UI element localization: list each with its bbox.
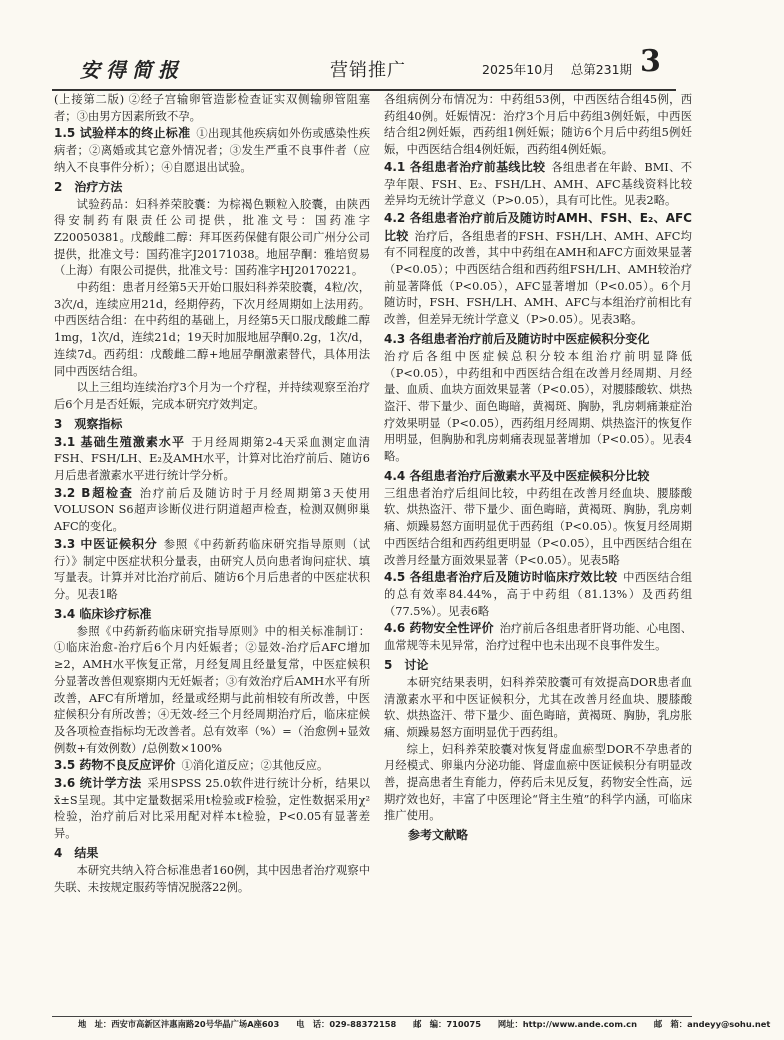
paragraph-text: 中西医结合组的总有效率84.44%，高于中药组（81.13%）及西药组（77.5%）。见表6略 bbox=[384, 571, 692, 618]
footer-website: 网址：http://www.ande.com.cn bbox=[497, 1019, 638, 1029]
left-column bbox=[54, 92, 370, 896]
paragraph: 三组患者治疗后组间比较，中药组在改善月经血块、腰膝酸软、烘热盗汗、带下量少、面色晦暗，黄褐斑、胸胁，乳房刺痛、烦躁易怒方面明显优于西药组（P<0.05）。恢复月经周期中西医结合组和西药组更明显（P<0.05），且中西医结合组在改善月经量方面效果显著（P<0.05）。见表5略 bbox=[384, 486, 692, 567]
paragraph: 本研究共纳入符合标准患者160例，其中因患者治疗观察中失联、未按规定服药等情况脱落22例。 bbox=[54, 863, 370, 894]
paragraph: 试验药品：妇科养荣胶囊：为棕褐色颗粒入胶囊，由陕西得安制药有限责任公司提供，批准文号：国药准字Z20050381。戊酸雌二醇：拜耳医药保健有限公司广州分公司提供，批准文号：国药准字J20171038。地屈孕酮：雅培贸易（上海）有限公司提供，批准文号：国药准字HJ20170221。 bbox=[54, 197, 370, 278]
paragraph: (上接第二版) ②经子宫输卵管造影检查证实双侧输卵管阻塞者；③由男方因素所致不孕。 bbox=[54, 93, 370, 123]
paragraph bbox=[54, 757, 370, 775]
paragraph-text: ①消化道反应；②其他反应。 bbox=[181, 759, 329, 773]
issue-number: 总第231期 bbox=[570, 62, 633, 77]
paragraph-text: 各组患者在年龄、BMI、不孕年限、FSH、E₂、FSH/LH、AMH、AFC基线资料比较差异均无统计学意义（P>0.05），具有可比性。见表2略。 bbox=[384, 160, 693, 208]
paragraph bbox=[384, 159, 692, 210]
subheading: 3.4 临床诊疗标准 bbox=[54, 606, 152, 621]
subheading: 4.1 各组患者治疗前基线比较 bbox=[384, 159, 546, 174]
paragraph: 治疗后各组中医症候总积分较本组治疗前明显降低（P<0.05），中药组和中西医结合组在改善月经周期、月经量、血质、血块方面效果显著（P<0.05），对腰膝酸软、烘热盗汗、带下量少、面色晦暗，黄褐斑、胸胁，乳房刺痛兼症治疗效果明显（P<0.05），西药组月经周期、烘热盗汗的恢复作用明显，但胸胁和乳房刺痛表现显著增加（P<0.05）。见表4略。 bbox=[384, 349, 692, 464]
paragraph: 以上三组均连续治疗3个月为一个疗程，并持续观察至治疗后6个月是否妊娠，完成本研究疗效判定。 bbox=[54, 381, 370, 411]
page-footer bbox=[78, 1018, 771, 1030]
paragraph bbox=[384, 569, 692, 620]
section-heading: 4 结果 bbox=[54, 845, 99, 860]
subheading: 1.5 试验样本的终止标准 bbox=[54, 126, 191, 141]
paragraph bbox=[54, 775, 370, 843]
paragraph-text: 治疗前后及随访时于月经周期第3天使用VOLUSON S6超声诊断仪进行阴道超声检查，检测双侧卵巢AFC的变化。 bbox=[54, 486, 370, 534]
paragraph-text: 治疗后，各组患者的FSH、FSH/LH、AMH、AFC均有不同程度的改善，其中中药组在AMH和AFC方面效果显著（P<0.05）；中西医结合组和西药组FSH/LH、AMH较治疗前显著降低（P<0.05），AFC显著增加（P<0.05）。6个月随访时，FSH、FSH/LH、AMH、AFC与本组治疗前相比有改善，但差异无统计学意义（P>0.05）。见表3略。 bbox=[384, 229, 692, 327]
section-title: 营销推广 bbox=[330, 60, 406, 81]
header-rule bbox=[52, 89, 676, 91]
subheading: 4.5 各组患者治疗后及随访时临床疗效比较 bbox=[384, 570, 618, 585]
paragraph: 参照《中药新药临床研究指导原则》中的相关标准制订：①临床治愈-治疗后6个月内妊娠者；②显效-治疗后AFC增加≥2，AMH水平恢复正常，月经复周且经量复常，中医症候积分显著改善但观察期内无妊娠者；③有效治疗后AMH水平有所改善，AFC有所增加，经量或经期与此前相较有所改善，中医症候积分有所改善；④无效-经三个月经周期治疗后，临床症候及各项检查指标均无改善者。总有效率（%）=（治愈例+显效例数+有效例数）/总例数×100% bbox=[54, 624, 370, 755]
right-column bbox=[384, 92, 692, 845]
subheading: 3.1 基础生殖激素水平 bbox=[54, 434, 186, 449]
subheading: 4.2 各组患者治疗前后及随访时AMH、FSH、E₂、AFC比较 bbox=[384, 210, 692, 243]
paragraph: 中药组：患者月经第5天开始口服妇科养荣胶囊，4粒/次，3次/d，连续应用21d，经期停药，下次月经周期如上法用药。中西医结合组：在中药组的基础上，月经第5天口服戊酸雌二醇1mg，1次/d，连续21d；19天时加服地屈孕酮0.2g，1次/d，连续7d。西药组：戊酸雌二醇+地屈孕酮激素替代，具体用法同中西医结合组。 bbox=[54, 281, 370, 378]
page-header bbox=[52, 44, 676, 88]
newsletter-brand: 安得简报 bbox=[80, 58, 184, 82]
subheading: 4.3 各组患者治疗前后及随访时中医症候积分变化 bbox=[384, 331, 650, 346]
page-number: 3 bbox=[640, 44, 661, 79]
paragraph bbox=[384, 210, 692, 329]
paragraph bbox=[54, 125, 370, 176]
section-heading: 5 讨论 bbox=[384, 657, 429, 672]
footer-rule bbox=[52, 1016, 692, 1017]
issue-info bbox=[482, 60, 644, 78]
references-heading: 参考文献略 bbox=[408, 828, 469, 843]
subheading: 3.5 药物不良反应评价 bbox=[54, 758, 176, 773]
section-heading: 2 治疗方法 bbox=[54, 179, 123, 194]
paragraph bbox=[54, 434, 370, 485]
footer-phone: 电 话：029-88372158 bbox=[296, 1019, 397, 1029]
issue-date: 2025年10月 bbox=[482, 62, 555, 77]
paragraph bbox=[384, 620, 692, 654]
paragraph-text: 参照《中药新药临床研究指导原则（试行）》制定中医症状积分量表，由研究人员向患者询问症状、填写量表。计算并对比治疗前后、随访6个月后患者的中医症状积分。见表1略 bbox=[54, 537, 370, 601]
paragraph-text: ①出现其他疾病如外伤或感染性疾病者；②离婚或其它意外情况者；③发生严重不良事件者（应纳入不良事件分析）；④自愿退出试验。 bbox=[54, 127, 370, 174]
paragraph: 本研究结果表明，妇科养荣胶囊可有效提高DOR患者血清激素水平和中医证候积分，尤其在改善月经血块、腰膝酸软、烘热盗汗、带下量少、面色晦暗，黄褐斑、胸胁，乳房胀痛、烦躁易怒方面明显优于西药组。 bbox=[384, 675, 692, 739]
paragraph-text: 治疗前后各组患者肝肾功能、心电图、血常规等未见异常，治疗过程中也未出现不良事件发生。 bbox=[384, 622, 692, 653]
paragraph-text: 采用SPSS 25.0软件进行统计分析，结果以x̄±S呈现。其中定量数据采用t检验或F检验，定性数据采用χ²检验，治疗前后对比采用配对样本t检验，P<0.05有显著差异。 bbox=[54, 777, 370, 841]
footer-address: 地 址：西安市高新区沣惠南路20号华晶广场A座603 bbox=[78, 1019, 280, 1029]
footer-email: 邮 箱：andeyy@sohu.net bbox=[653, 1019, 771, 1029]
paragraph: 各组病例分布情况为：中药组53例，中西医结合组45例，西药组40例。妊娠情况：治疗3个月后中药组3例妊娠，中西医结合组2例妊娠，西药组1例妊娠；随访6个月后中药组5例妊娠，中西医结合组4例妊娠，西药组4例妊娠。 bbox=[384, 93, 692, 157]
subheading: 3.3 中医证候积分 bbox=[54, 536, 158, 551]
subheading: 3.6 统计学方法 bbox=[54, 776, 142, 791]
paragraph-text: 于月经周期第2-4天采血测定血清FSH、FSH/LH、E₂及AMH水平，计算对比治疗前后、随访6月后患者激素水平进行统计学分析。 bbox=[54, 435, 371, 483]
paragraph: 综上，妇科养荣胶囊对恢复肾虚血瘀型DOR不孕患者的月经模式、卵巢内分泌功能、肾虚血瘀中医证候积分有明显改善，提高患者生育能力，停药后未见反复，药物安全性高，远期疗效也好，丰富了中医理论“肾主生殖”的科学内涵，可临床推广使用。 bbox=[384, 742, 692, 823]
subheading: 3.2 B超检查 bbox=[54, 485, 134, 500]
subheading: 4.6 药物安全性评价 bbox=[384, 621, 494, 636]
section-heading: 3 观察指标 bbox=[54, 416, 123, 431]
paragraph bbox=[54, 536, 370, 604]
subheading: 4.4 各组患者治疗后激素水平及中医症候积分比较 bbox=[384, 468, 650, 483]
footer-postcode: 邮 编：710075 bbox=[413, 1019, 481, 1029]
paragraph bbox=[54, 485, 370, 536]
